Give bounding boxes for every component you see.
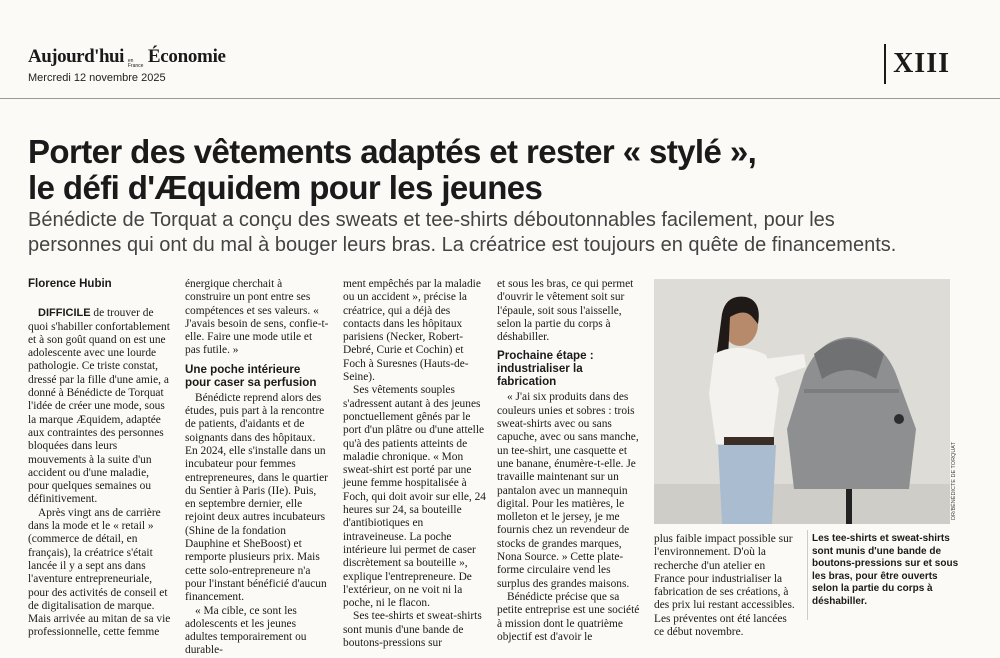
col2-paragraph-1: énergique cherchait à construire un pont entre ses compétences et ses valeurs. « J'avais besoin de sens, confie-t-elle. Faire une mode utile et pas futile. » bbox=[185, 278, 329, 357]
col2-paragraph-3: « Ma cible, ce sont les adolescents et les jeunes adultes temporairement ou durable- bbox=[185, 604, 307, 657]
byline: Florence Hubin bbox=[28, 278, 112, 290]
header-rule bbox=[0, 98, 1000, 99]
column-4 bbox=[497, 278, 641, 644]
col2-paragraph-2: Bénédicte reprend alors des études, puis part à la rencontre de patients, d'aidants et de soignants dans des hôpitaux. En 2024, elle s'installe dans un incubateur pour femmes entrepreneures, dans le quartier du Sentier à Paris (IIe). Puis, en septembre dernier, elle rejoint deux autres incubateurs (Shine de la fondation Dauphine et SheBoost) et remporte plusieurs prix. Mais cette solo-entrepreneure n'a pour l'instant bénéficié d'aucun financement. bbox=[185, 391, 328, 604]
column-5 bbox=[654, 533, 797, 639]
article-standfirst bbox=[28, 208, 968, 258]
col3-paragraph-1: ment empêchés par la maladie ou un accident », précise la créatrice, qui a déjà des contacts dans les hôpitaux parisiens (Necker, Robert-Debré, Curie et Cochin) et Foch à Suresnes (Hauts-de-Seine). bbox=[343, 278, 481, 384]
col4-paragraph-2: « J'ai six produits dans des couleurs unies et sobres : trois sweat-shirts avec ou sans capuche, avec ou sans manche, un tee-shirt, une casquette et une banane, énumère-t-elle. Je travaille maintenant sur un pantalon avec un mannequin digital. Pour les matières, le molleton et le jersey, je me fournis chez un revendeur de stocks de grandes marques, Nona Source. » Cette plate-forme circulaire vend les surplus des grandes maisons. bbox=[497, 391, 639, 590]
photo-credit: DR/BÉNÉDICTE DE TORQUAT bbox=[951, 442, 957, 520]
logo-sub: en France bbox=[127, 58, 144, 69]
col4-paragraph-3: Bénédicte précise que sa petite entreprise est une société à mission dont le quatrième objectif est d'avoir le bbox=[497, 590, 640, 643]
headline-line-2: le défi d'Æquidem pour les jeunes bbox=[28, 169, 543, 206]
lead-word: DIFFICILE bbox=[38, 307, 91, 320]
col3-paragraph-2: Ses vêtements souples s'adressent autant à des jeunes ponctuellement gênés par le port d'un plâtre ou d'une attelle qu'à des patients atteints de maladie chronique. « Mon sweat-shirt est porté par une jeune femme hospitalisée à Foch, qui doit avoir sur elle, 24 heures sur 24, sa bouteille d'antibiotiques en intraveineuse. La poche intérieure lui permet de caser discrètement sa bouteille », explique l'entrepreneure. De l'extérieur, on ne voit ni la poche, ni le flacon. bbox=[343, 384, 486, 610]
col1-paragraph-2: Après vingt ans de carrière dans la mode et le « retail » (commerce de détail, en français), la créatrice s'était lancée il y a sept ans dans l'aventure entrepreneuriale, pour des activités de conseil et de digitalisation de marque. Mais arrivée au mitan de sa vie professionnelle, cette femme bbox=[28, 506, 171, 639]
photo-illustration bbox=[654, 279, 950, 524]
page-number: XIII bbox=[884, 44, 950, 84]
photo-caption: Les tee-shirts et sweat-shirts sont munis d'une bande de boutons-pressions sur et sous les bras, pour être ouverts selon la partie du corps à déshabiller. bbox=[812, 533, 959, 607]
standfirst-line-2: personnes qui ont du mal à bouger leurs bras. La créatrice est toujours en quête de financements. bbox=[28, 234, 897, 256]
col5-paragraph-1: plus faible impact possible sur l'environnement. D'où la recherche d'un atelier en France pour industrialiser la fabrication de ses créations, à des prix lui restant accessibles. Les préventes ont été lancées ce début novembre. bbox=[654, 533, 795, 639]
col4-paragraph-1: et sous les bras, ce qui permet d'ouvrir le vêtement soit sur l'épaule, soit sous l'aisselle, selon la partie du corps à déshabiller. bbox=[497, 278, 634, 344]
column-2 bbox=[185, 278, 329, 658]
issue-date: Mercredi 12 novembre 2025 bbox=[28, 72, 166, 84]
headline-line-1: Porter des vêtements adaptés et rester « stylé », bbox=[28, 133, 757, 170]
col1-paragraph-1-text: de trouver de quoi s'habiller confortablement et à son goût quand on est une adolescente avec une lourde pathologie. Ce triste constat, dressé par la fille d'une amie, a donné à Bénédicte de Torquat l'idée de créer une mode, sous la marque Æquidem, adaptée aux contraintes des personnes bloquées dans leurs mouvements à la suite d'un accident ou d'une maladie, pour quelques semaines ou définitivement. bbox=[28, 307, 170, 506]
column-1 bbox=[28, 278, 171, 640]
col1-paragraph-1 bbox=[28, 307, 171, 506]
caption-divider bbox=[807, 530, 808, 620]
logo-main: Aujourd'hui bbox=[28, 46, 124, 67]
column-3 bbox=[343, 278, 487, 650]
standfirst-line-1: Bénédicte de Torquat a conçu des sweats et tee-shirts déboutonnables facilement, pour les bbox=[28, 209, 835, 231]
article-photo bbox=[654, 279, 950, 524]
col3-paragraph-3: Ses tee-shirts et sweat-shirts sont munis d'une bande de boutons-pressions sur bbox=[343, 610, 482, 650]
masthead bbox=[28, 46, 226, 84]
newspaper-logo bbox=[28, 46, 226, 69]
headline bbox=[28, 134, 968, 206]
col4-subheading: Prochaine étape : industrialiser la fabrication bbox=[497, 349, 594, 389]
col2-subheading: Une poche intérieure pour caser sa perfusion bbox=[185, 362, 317, 389]
section-title: Économie bbox=[147, 46, 226, 67]
